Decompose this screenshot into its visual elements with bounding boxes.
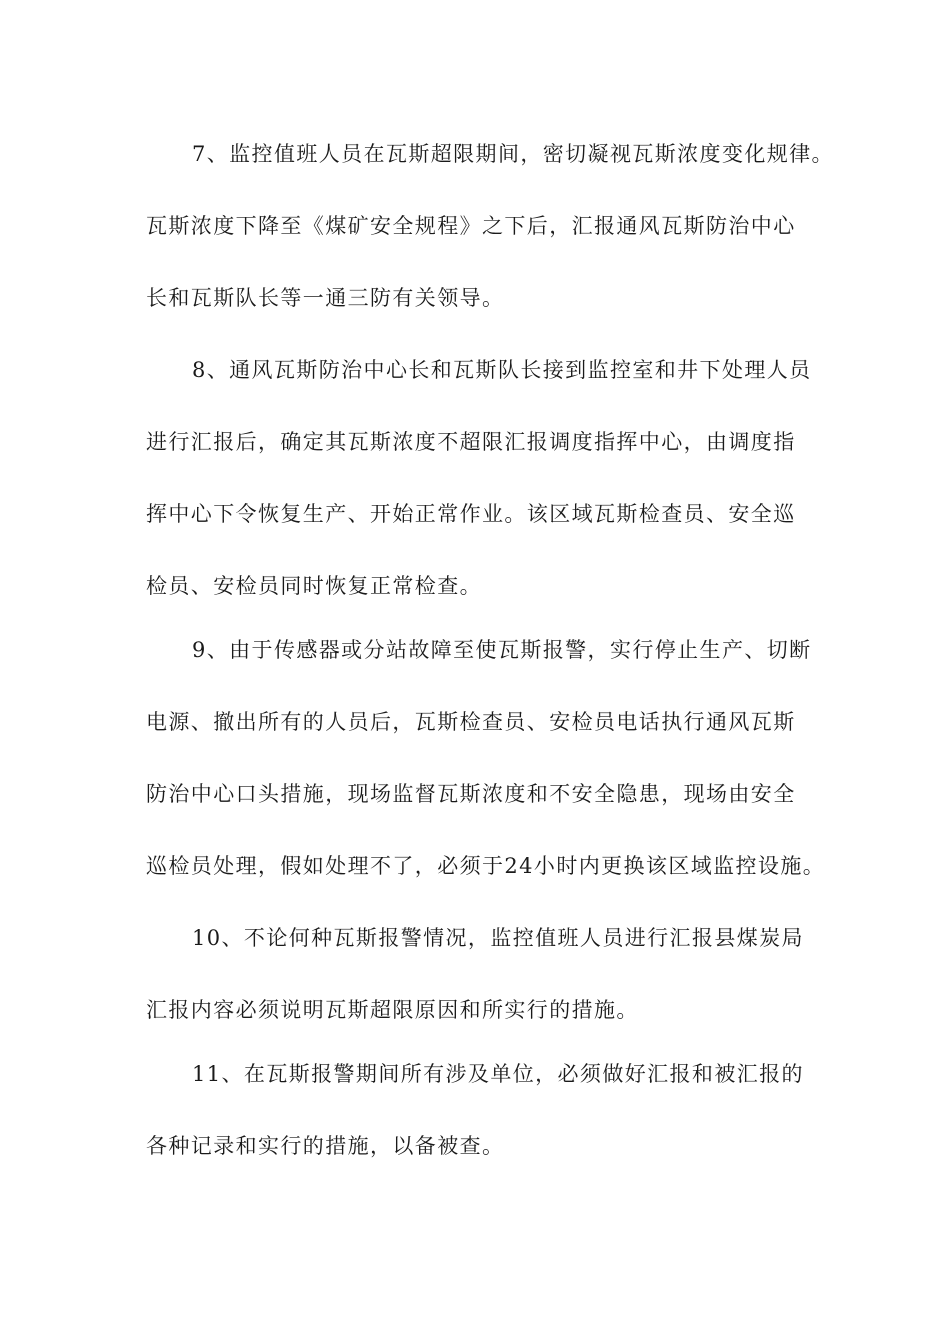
paragraph-line: 8、通风瓦斯防治中心长和瓦斯队长接到监控室和井下处理人员: [192, 358, 812, 382]
paragraph-line: 10、不论何种瓦斯报警情况，监控值班人员进行汇报县煤炭局: [192, 926, 804, 950]
paragraph-line: 各种记录和实行的措施，以备被查。: [146, 1134, 505, 1158]
paragraph-line: 电源、撤出所有的人员后，瓦斯检查员、安检员电话执行通风瓦斯: [146, 710, 796, 734]
paragraph-line: 瓦斯浓度下降至《煤矿安全规程》之下后，汇报通风瓦斯防治中心: [146, 214, 796, 238]
paragraph-line: 7、监控值班人员在瓦斯超限期间，密切凝视瓦斯浓度变化规律。: [192, 142, 834, 166]
paragraph-line: 9、由于传感器或分站故障至使瓦斯报警，实行停止生产、切断: [192, 638, 812, 662]
paragraph-line: 11、在瓦斯报警期间所有涉及单位，必须做好汇报和被汇报的: [192, 1062, 804, 1086]
paragraph-line: 汇报内容必须说明瓦斯超限原因和所实行的措施。: [146, 998, 639, 1022]
paragraph-line: 检员、安检员同时恢复正常检查。: [146, 574, 482, 598]
paragraph-line: 进行汇报后，确定其瓦斯浓度不超限汇报调度指挥中心，由调度指: [146, 430, 796, 454]
paragraph-line: 巡检员处理，假如处理不了，必须于24小时内更换该区域监控设施。: [146, 854, 826, 878]
paragraph-line: 长和瓦斯队长等一通三防有关领导。: [146, 286, 505, 310]
paragraph-line: 挥中心下令恢复生产、开始正常作业。该区域瓦斯检查员、安全巡: [146, 502, 796, 526]
paragraph-line: 防治中心口头措施，现场监督瓦斯浓度和不安全隐患，现场由安全: [146, 782, 796, 806]
